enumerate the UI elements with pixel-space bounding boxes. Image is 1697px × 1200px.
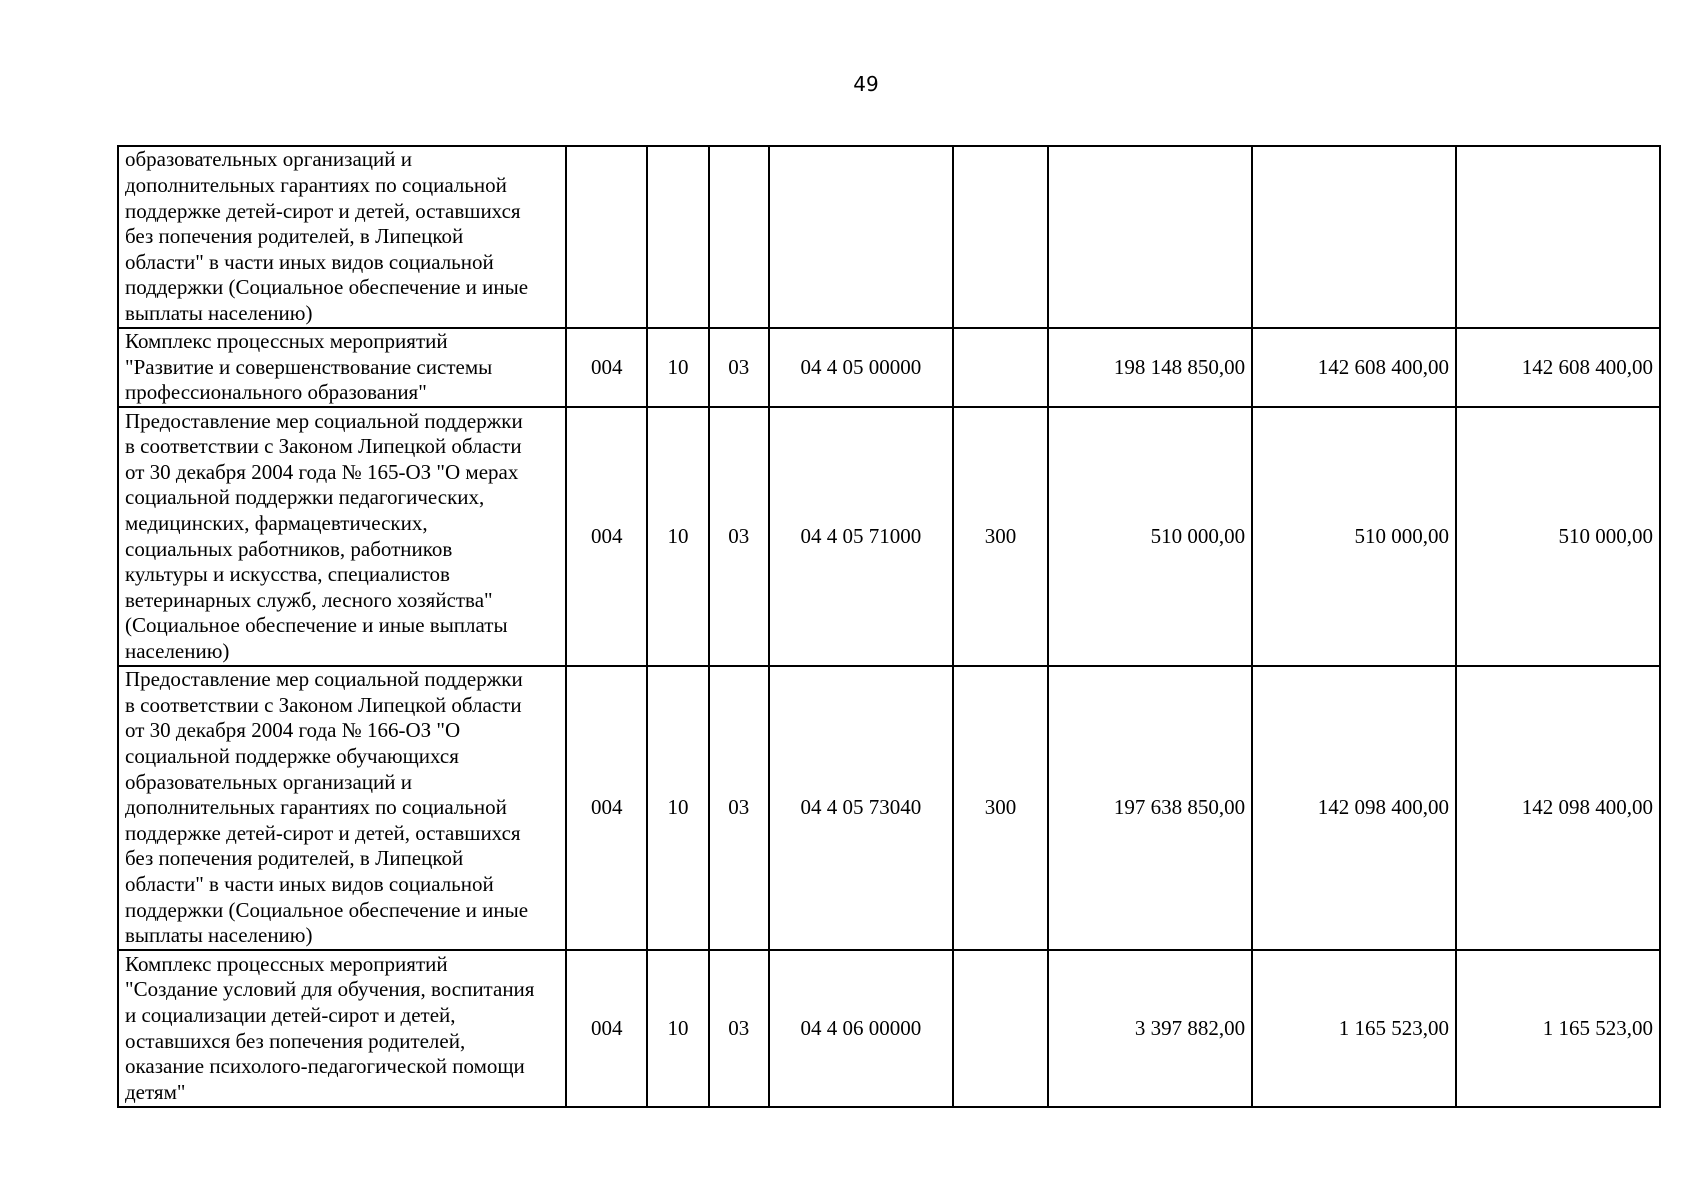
subsection-cell: 03 bbox=[709, 328, 769, 407]
subsection-cell: 03 bbox=[709, 407, 769, 666]
row-name-cell: Предоставление мер социальной поддержки в соответствии с Законом Липецкой области от 30 декабря 2004 года № 165-ОЗ "О мерах социальной поддержки педагогических, медицинских, фармацевтических, социальных работников, работников культуры и искусства, специалистов ветеринарных служб, лесного хозяйства" (Социальное обеспечение и иные выплаты населению) bbox=[118, 407, 566, 666]
row-name-cell: образовательных организаций и дополнительных гарантиях по социальной поддержке детей-сирот и детей, оставшихся без попечения родителей, в Липецкой области" в части иных видов социальной поддержки (Социальное обеспечение и иные выплаты населению) bbox=[118, 146, 566, 328]
sum-year-1-cell: 3 397 882,00 bbox=[1048, 950, 1252, 1107]
subsection-cell: 03 bbox=[709, 666, 769, 950]
budget-table bbox=[117, 145, 1661, 1108]
table-row bbox=[118, 407, 1660, 666]
subsection-cell bbox=[709, 146, 769, 328]
sum-year-1-cell bbox=[1048, 146, 1252, 328]
sum-year-3-cell bbox=[1456, 146, 1660, 328]
table-row bbox=[118, 666, 1660, 950]
sum-year-3-cell: 510 000,00 bbox=[1456, 407, 1660, 666]
sum-year-2-cell: 510 000,00 bbox=[1252, 407, 1456, 666]
section-cell: 10 bbox=[647, 666, 708, 950]
admin-code-cell bbox=[566, 146, 647, 328]
target-article-cell: 04 4 06 00000 bbox=[769, 950, 953, 1107]
row-name-cell: Комплекс процессных мероприятий "Развитие и совершенствование системы профессионального образования" bbox=[118, 328, 566, 407]
sum-year-2-cell bbox=[1252, 146, 1456, 328]
sum-year-1-cell: 197 638 850,00 bbox=[1048, 666, 1252, 950]
sum-year-3-cell: 1 165 523,00 bbox=[1456, 950, 1660, 1107]
expense-type-cell bbox=[953, 950, 1048, 1107]
expense-type-cell bbox=[953, 146, 1048, 328]
row-name-cell: Комплекс процессных мероприятий "Создание условий для обучения, воспитания и социализации детей-сирот и детей, оставшихся без попечения родителей, оказание психолого-педагогической помощи детям" bbox=[118, 950, 566, 1107]
row-name-cell: Предоставление мер социальной поддержки в соответствии с Законом Липецкой области от 30 декабря 2004 года № 166-ОЗ "О социальной поддержке обучающихся образовательных организаций и дополнительных гарантиях по социальной поддержке детей-сирот и детей, оставшихся без попечения родителей, в Липецкой области" в части иных видов социальной поддержки (Социальное обеспечение и иные выплаты населению) bbox=[118, 666, 566, 950]
expense-type-cell: 300 bbox=[953, 407, 1048, 666]
target-article-cell: 04 4 05 00000 bbox=[769, 328, 953, 407]
subsection-cell: 03 bbox=[709, 950, 769, 1107]
section-cell bbox=[647, 146, 708, 328]
sum-year-1-cell: 510 000,00 bbox=[1048, 407, 1252, 666]
expense-type-cell bbox=[953, 328, 1048, 407]
section-cell: 10 bbox=[647, 328, 708, 407]
target-article-cell: 04 4 05 73040 bbox=[769, 666, 953, 950]
sum-year-2-cell: 1 165 523,00 bbox=[1252, 950, 1456, 1107]
table-row bbox=[118, 328, 1660, 407]
sum-year-2-cell: 142 608 400,00 bbox=[1252, 328, 1456, 407]
sum-year-3-cell: 142 098 400,00 bbox=[1456, 666, 1660, 950]
admin-code-cell: 004 bbox=[566, 950, 647, 1107]
target-article-cell: 04 4 05 71000 bbox=[769, 407, 953, 666]
admin-code-cell: 004 bbox=[566, 666, 647, 950]
section-cell: 10 bbox=[647, 950, 708, 1107]
table-row bbox=[118, 146, 1660, 328]
sum-year-3-cell: 142 608 400,00 bbox=[1456, 328, 1660, 407]
target-article-cell bbox=[769, 146, 953, 328]
admin-code-cell: 004 bbox=[566, 328, 647, 407]
table-row bbox=[118, 950, 1660, 1107]
section-cell: 10 bbox=[647, 407, 708, 666]
sum-year-2-cell: 142 098 400,00 bbox=[1252, 666, 1456, 950]
admin-code-cell: 004 bbox=[566, 407, 647, 666]
page-number: 49 bbox=[853, 72, 879, 96]
expense-type-cell: 300 bbox=[953, 666, 1048, 950]
sum-year-1-cell: 198 148 850,00 bbox=[1048, 328, 1252, 407]
